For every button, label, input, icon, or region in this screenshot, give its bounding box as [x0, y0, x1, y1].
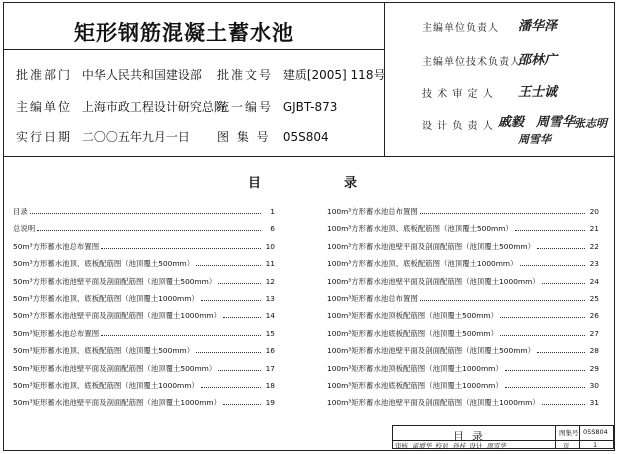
unified-no — [217, 98, 337, 115]
chief-unit-label: 主编单位 — [16, 100, 73, 114]
toc-row[interactable] — [13, 345, 275, 362]
title-block-page-label: 页 — [563, 442, 570, 450]
effective-date — [16, 128, 190, 145]
leader-dots — [201, 295, 261, 301]
leader-dots — [505, 365, 585, 371]
toc-title: 100m³矩形蓄水池底板配筋图（池顶覆土500mm） — [327, 328, 499, 338]
toc-heading-right: 录 — [344, 176, 360, 191]
toc-page: 24 — [589, 276, 599, 286]
toc-title: 100m³方形蓄水池顶、底板配筋图（池顶覆土500mm） — [327, 224, 513, 234]
toc-page: 12 — [265, 276, 275, 286]
toc-page: 17 — [265, 363, 275, 373]
leader-dots — [101, 330, 261, 336]
toc-page: 20 — [589, 207, 599, 216]
leader-dots — [37, 225, 261, 231]
leader-dots — [420, 208, 585, 214]
leader-dots — [500, 312, 585, 318]
title-block-atlas-label: 图集号 — [559, 429, 579, 437]
leader-dots — [218, 365, 261, 371]
approval-dept — [16, 66, 202, 83]
toc-page: 15 — [265, 328, 275, 338]
check-name: 孙桂 — [452, 441, 466, 450]
design-head-signature-3: 张志明 — [574, 117, 607, 130]
toc-title: 100m³方形蓄水池池壁平面及剖面配筋图（池顶覆土500mm） — [327, 241, 535, 251]
toc-title: 100m³矩形蓄水池总布置图 — [327, 293, 418, 303]
design-head-signature-2: 周雪华 — [536, 115, 576, 130]
toc-page: 19 — [265, 398, 275, 408]
toc-row[interactable] — [13, 397, 275, 414]
header-divider-horizontal — [4, 156, 614, 157]
toc-row[interactable] — [13, 276, 275, 293]
check-label: 校对 — [435, 441, 449, 450]
toc-page: 13 — [265, 293, 275, 303]
toc-row[interactable] — [327, 276, 599, 293]
design-head-label: 设 计 负 责 人 — [422, 121, 494, 132]
title-block-signoff-row — [393, 440, 613, 449]
leader-dots — [196, 260, 261, 266]
atlas-no-label: 图 集 号 — [217, 130, 271, 144]
effective-date-label: 实行日期 — [16, 130, 73, 144]
toc-row[interactable] — [327, 293, 599, 310]
leader-dots — [420, 295, 585, 301]
toc-title: 100m³矩形蓄水池底板配筋图（池顶覆土1000mm） — [327, 380, 503, 390]
toc-row[interactable] — [13, 223, 275, 240]
unified-no-value: GJBT-873 — [282, 100, 338, 114]
toc-title: 100m³方形蓄水池顶、底板配筋图（池顶覆土1000mm） — [327, 259, 518, 269]
leader-dots — [520, 260, 585, 266]
document-title: 矩形钢筋混凝土蓄水池 — [74, 21, 294, 45]
approval-dept-label: 批准部门 — [16, 68, 73, 82]
chief-unit — [16, 98, 226, 115]
toc-title: 100m³方形蓄水池池壁平面及剖面配筋图（池顶覆土1000mm） — [327, 276, 540, 286]
toc-title: 总说明 — [13, 224, 36, 234]
title-underline — [4, 49, 384, 50]
toc-title: 50m³矩形蓄水池池壁平面及剖面配筋图（池顶覆土500mm） — [13, 363, 217, 373]
toc-title: 50m³矩形蓄水池顶、底板配筋图（池顶覆土1000mm） — [13, 380, 199, 390]
approval-doc-value: 建质[2005] 118号 — [282, 68, 386, 82]
approval-doc-label: 批准文号 — [217, 68, 274, 82]
leader-dots — [542, 278, 585, 284]
leader-dots — [537, 347, 585, 353]
title-block-atlas-no: 05S804 — [583, 428, 608, 436]
toc-title: 50m³方形蓄水池顶、底板配筋图（池顶覆土500mm） — [13, 259, 195, 269]
toc-row[interactable] — [327, 380, 599, 397]
chief-unit-value: 上海市政工程设计研究总院 — [81, 100, 226, 114]
toc-row[interactable] — [327, 328, 599, 345]
leader-dots — [196, 347, 261, 353]
toc-page: 27 — [589, 328, 599, 338]
toc-title: 100m³矩形蓄水池池壁平面及剖面配筋图（池顶覆土500mm） — [327, 346, 535, 356]
toc-page: 26 — [589, 311, 599, 321]
toc-title: 100m³矩形蓄水池池壁平面及剖面配筋图（池顶覆土1000mm） — [327, 398, 540, 408]
toc-title: 100m³矩形蓄水池顶板配筋图（池顶覆土500mm） — [327, 311, 499, 321]
design-head-signature-4: 周雪华 — [518, 133, 551, 146]
design-name: 周雪华 — [486, 441, 506, 450]
toc-page: 18 — [265, 380, 275, 390]
leader-dots — [223, 312, 261, 318]
toc-row[interactable] — [327, 310, 599, 327]
toc-row[interactable] — [13, 258, 275, 275]
tech-head-label: 主编单位技术负责人 — [422, 57, 521, 68]
toc-title: 50m³方形蓄水池池壁平面及剖面配筋图（池顶覆土500mm） — [13, 276, 217, 286]
tech-review-signature: 王士诚 — [518, 85, 558, 100]
atlas-no — [217, 128, 329, 145]
toc-row[interactable] — [13, 363, 275, 380]
leader-dots — [30, 208, 261, 214]
leader-dots — [505, 382, 585, 388]
unified-no-label: 统一编号 — [217, 100, 274, 114]
toc-page: 29 — [589, 363, 599, 373]
title-block — [392, 425, 614, 449]
leader-dots — [542, 399, 585, 405]
design-label: 设计 — [469, 441, 483, 450]
toc-page: 22 — [589, 241, 599, 251]
toc-title: 50m³方形蓄水池池壁平面及剖面配筋图（池顶覆土1000mm） — [13, 311, 221, 321]
toc-title: 50m³矩形蓄水池池壁平面及剖面配筋图（池顶覆土1000mm） — [13, 398, 221, 408]
unit-head-signature: 潘华泽 — [518, 19, 558, 34]
title-block-name: 目录 — [453, 430, 491, 443]
toc-page: 16 — [265, 346, 275, 356]
toc-page: 6 — [270, 224, 275, 234]
review-label: 审核 — [395, 441, 408, 450]
toc-page: 25 — [589, 293, 599, 303]
leader-dots — [201, 382, 261, 388]
toc-row[interactable] — [13, 241, 275, 258]
toc-row[interactable] — [13, 293, 275, 310]
leader-dots — [515, 225, 585, 231]
toc-title: 目录 — [13, 207, 28, 216]
toc-row[interactable] — [327, 241, 599, 258]
leader-dots — [537, 243, 585, 249]
toc-page: 10 — [265, 241, 275, 251]
effective-date-value: 二〇〇五年九月一日 — [81, 130, 190, 144]
toc-title: 50m³矩形蓄水池总布置图 — [13, 328, 100, 338]
toc-column-left — [13, 206, 275, 415]
toc-page: 31 — [589, 398, 599, 408]
unit-head-label: 主编单位负责人 — [422, 23, 499, 34]
approval-dept-value: 中华人民共和国建设部 — [81, 68, 202, 82]
toc-row[interactable] — [327, 345, 599, 362]
toc-row[interactable] — [13, 206, 275, 223]
toc-row[interactable] — [13, 328, 275, 345]
leader-dots — [223, 399, 261, 405]
leader-dots — [500, 330, 585, 336]
toc-title: 100m³矩形蓄水池顶板配筋图（池顶覆土1000mm） — [327, 363, 503, 373]
tech-review-label: 技 术 审 定 人 — [422, 89, 494, 100]
toc-row[interactable] — [327, 223, 599, 240]
atlas-no-value: 05S804 — [282, 130, 329, 144]
toc-page: 14 — [265, 311, 275, 321]
toc-page: 21 — [589, 224, 599, 234]
tech-head-signature: 邵林广 — [518, 53, 558, 68]
toc-row[interactable] — [327, 258, 599, 275]
toc-title: 50m³方形蓄水池总布置图 — [13, 241, 100, 251]
toc-page: 1 — [270, 207, 275, 216]
toc-title: 50m³矩形蓄水池顶、底板配筋图（池顶覆土500mm） — [13, 346, 195, 356]
toc-row[interactable] — [327, 397, 599, 414]
toc-column-right — [327, 206, 599, 415]
drawing-sheet — [3, 2, 615, 451]
title-block-page-no: 1 — [593, 441, 598, 449]
design-head-signature-1: 戚毅 — [498, 115, 525, 130]
approval-doc — [217, 66, 385, 83]
toc-row[interactable] — [327, 363, 599, 380]
toc-heading-left: 目 — [248, 176, 264, 191]
leader-dots — [218, 278, 261, 284]
toc-row[interactable] — [327, 206, 599, 223]
review-name: 雷增华 — [412, 441, 432, 450]
toc-row[interactable] — [13, 310, 275, 327]
leader-dots — [101, 243, 261, 249]
toc-page: 30 — [589, 380, 599, 390]
toc-page: 28 — [589, 346, 599, 356]
toc-row[interactable] — [13, 380, 275, 397]
toc-page: 23 — [589, 259, 599, 269]
toc-title: 50m³方形蓄水池顶、底板配筋图（池顶覆土1000mm） — [13, 293, 199, 303]
toc-page: 11 — [265, 259, 275, 269]
toc-title: 100m³方形蓄水池总布置图 — [327, 207, 418, 216]
